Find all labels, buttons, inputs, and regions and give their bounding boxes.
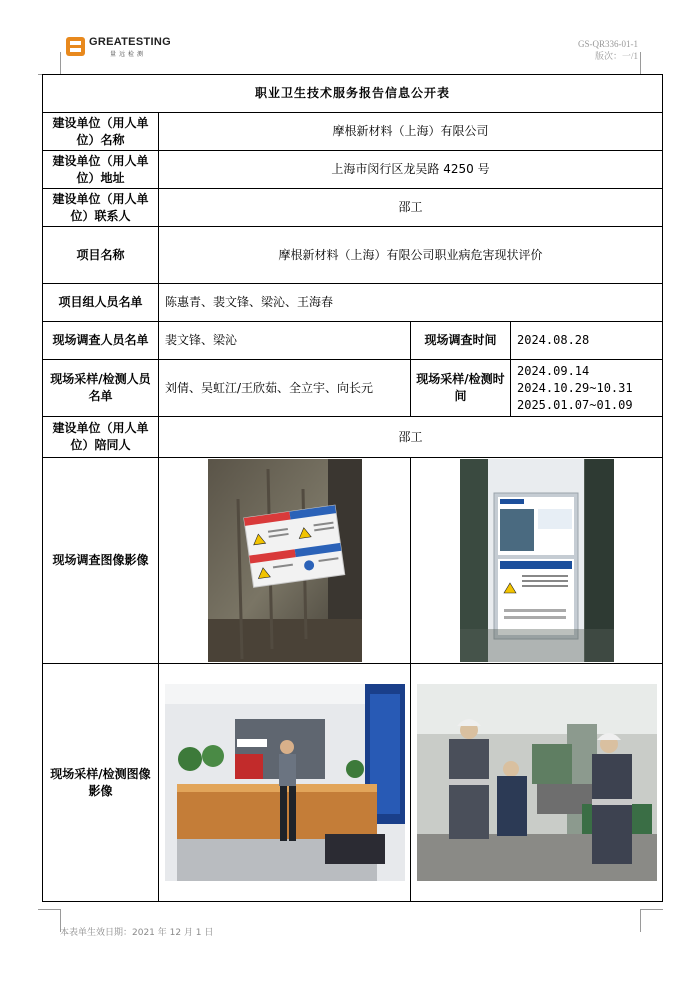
document-code-block xyxy=(578,38,638,62)
row-project-members xyxy=(43,284,663,322)
value-unit-contact: 邵工 xyxy=(159,189,663,227)
sampling-date-2: 2024.10.29~10.31 xyxy=(517,380,633,395)
value-unit-name: 摩根新材料（上海）有限公司 xyxy=(159,113,663,151)
value-project-name: 摩根新材料（上海）有限公司职业病危害现状评价 xyxy=(159,227,663,284)
label-unit-contact: 建设单位（用人单位）联系人 xyxy=(43,189,159,227)
survey-photo-1-cell xyxy=(159,458,411,664)
label-survey-images: 现场调查图像影像 xyxy=(43,458,159,664)
row-unit-address xyxy=(43,151,663,189)
crop-mark-bottom-left xyxy=(38,909,61,932)
label-sampling-images: 现场采样/检测图像影像 xyxy=(43,664,159,902)
value-survey-staff: 裴文锋、梁沁 xyxy=(159,322,411,360)
label-project-name: 项目名称 xyxy=(43,227,159,284)
info-disclosure-table xyxy=(42,74,663,902)
crop-mark-top-right xyxy=(640,52,663,75)
effective-date: 本表单生效日期：2021 年 12 月 1 日 xyxy=(60,928,214,938)
crop-mark-top-left xyxy=(38,52,61,75)
sampling-date-1: 2024.09.14 xyxy=(517,363,590,378)
sampling-date-3: 2025.01.07~01.09 xyxy=(517,397,633,412)
sampling-photo-2-cell xyxy=(411,664,663,902)
sampling-photo-workshop xyxy=(417,684,657,881)
row-unit-contact xyxy=(43,189,663,227)
value-survey-time: 2024.08.28 xyxy=(511,322,663,360)
label-escort: 建设单位（用人单位）陪同人 xyxy=(43,417,159,458)
survey-photo-notice-board xyxy=(460,459,614,662)
value-sampling-time xyxy=(511,360,663,417)
row-survey-staff xyxy=(43,322,663,360)
value-escort: 邵工 xyxy=(159,417,663,458)
row-project-name xyxy=(43,227,663,284)
logo-icon xyxy=(66,37,85,56)
row-survey-images xyxy=(43,458,663,664)
row-escort xyxy=(43,417,663,458)
survey-photo-wall-signs xyxy=(208,459,362,662)
row-sampling-staff xyxy=(43,360,663,417)
row-unit-name xyxy=(43,113,663,151)
sampling-photo-1-cell xyxy=(159,664,411,902)
label-project-members: 项目组人员名单 xyxy=(43,284,159,322)
label-unit-address: 建设单位（用人单位）地址 xyxy=(43,151,159,189)
form-title: 职业卫生技术服务报告信息公开表 xyxy=(43,75,663,113)
label-sampling-time: 现场采样/检测时间 xyxy=(411,360,511,417)
title-row xyxy=(43,75,663,113)
label-survey-staff: 现场调查人员名单 xyxy=(43,322,159,360)
sampling-photo-reception xyxy=(165,684,405,881)
company-logo xyxy=(66,36,176,60)
document-code: GS-QR336-01-1 xyxy=(578,39,638,49)
value-project-members: 陈惠青、裴文锋、梁沁、王海春 xyxy=(159,284,663,322)
crop-mark-bottom-right xyxy=(640,909,663,932)
value-unit-address: 上海市闵行区龙吴路 4250 号 xyxy=(159,151,663,189)
label-unit-name: 建设单位（用人单位）名称 xyxy=(43,113,159,151)
survey-photo-2-cell xyxy=(411,458,663,664)
row-sampling-images xyxy=(43,664,663,902)
label-survey-time: 现场调查时间 xyxy=(411,322,511,360)
logo-name: GREATESTING xyxy=(89,36,171,48)
document-version: 版次：一/1 xyxy=(594,51,638,61)
logo-subtitle: 量远检测 xyxy=(110,51,147,58)
value-sampling-staff: 刘倩、吴虹江/王欣茹、全立宇、向长元 xyxy=(159,360,411,417)
label-sampling-staff: 现场采样/检测人员名单 xyxy=(43,360,159,417)
